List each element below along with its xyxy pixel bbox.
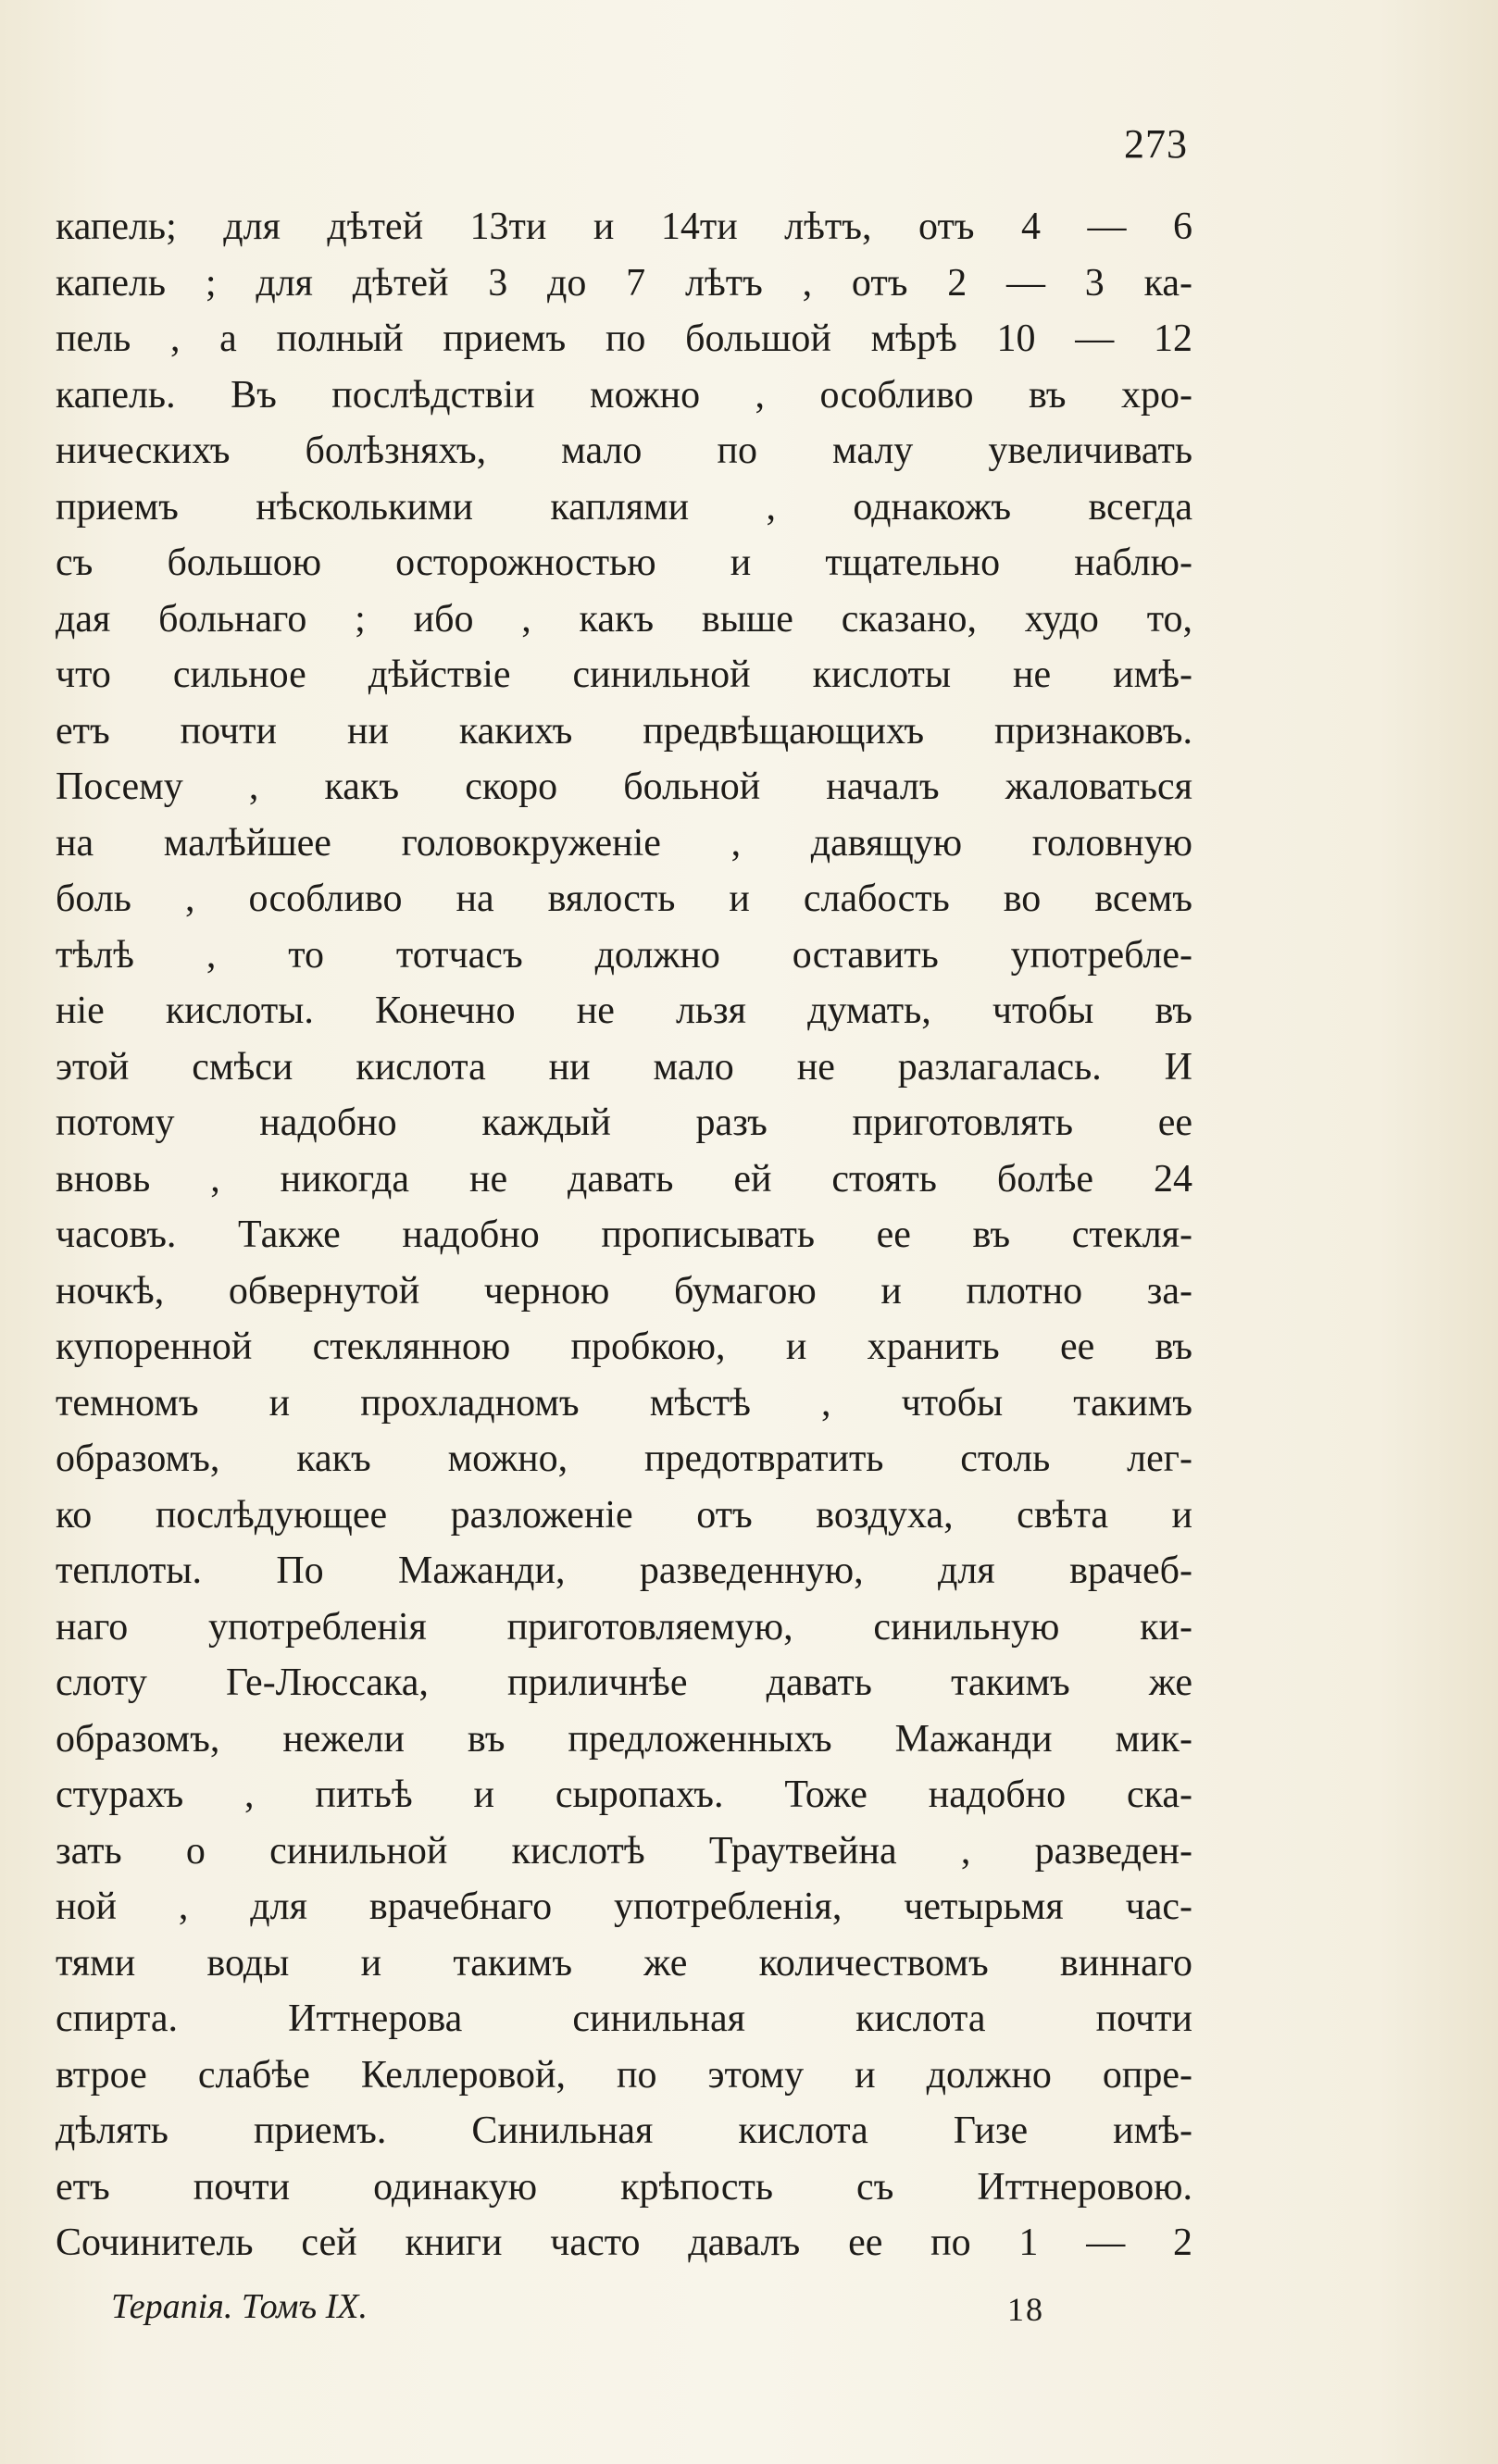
text-line: ночкѣ, обвернутой черною бумагою и плотно за-	[56, 1269, 1192, 1313]
text-line: что сильное дѣйствіе синильной кислоты не имѣ-	[56, 653, 1192, 696]
text-line: Посему , какъ скоро больной началъ жаловаться	[56, 765, 1192, 808]
sheet-number: 18	[1007, 2291, 1044, 2328]
text-line: капель; для дѣтей 13ти и 14ти лѣтъ, отъ 4 — 6	[56, 205, 1192, 248]
text-line: съ большою осторожностью и тщательно наблю-	[56, 541, 1192, 584]
text-line: боль , особливо на вялость и слабость во всемъ	[56, 877, 1192, 920]
text-line: ной , для врачебнаго употребленія, четырьмя час-	[56, 1885, 1192, 1928]
text-line: образомъ, какъ можно, предотвратить столь лег-	[56, 1437, 1192, 1480]
page-number: 273	[1124, 121, 1188, 167]
signature-mark: Терапія. Томъ IX.	[111, 2287, 368, 2326]
text-line: Сочинитель сей книги часто давалъ ее по 1 — 2	[56, 2221, 1192, 2264]
text-line: этой смѣси кислота ни мало не разлагалась. И	[56, 1045, 1192, 1089]
text-line: приемъ нѣсколькими каплями , однакожъ всегда	[56, 485, 1192, 529]
text-line: на малѣйшее головокруженіе , давящую головную	[56, 821, 1192, 865]
text-line: спирта. Иттнерова синильная кислота почти	[56, 1997, 1192, 2040]
text-line: дѣлять приемъ. Синильная кислота Гизе имѣ-	[56, 2109, 1192, 2152]
text-line: купоренной стеклянною пробкою, и хранить ее въ	[56, 1325, 1192, 1368]
text-line: пель , а полный приемъ по большой мѣрѣ 10 — 12	[56, 317, 1192, 360]
text-line: тями воды и такимъ же количествомъ виннаго	[56, 1941, 1192, 1985]
text-line: часовъ. Также надобно прописывать ее въ стекля-	[56, 1213, 1192, 1256]
text-line: капель ; для дѣтей 3 до 7 лѣтъ , отъ 2 — 3 ка-	[56, 261, 1192, 305]
text-line: ническихъ болѣзняхъ, мало по малу увеличивать	[56, 429, 1192, 472]
text-line: зать о синильной кислотѣ Траутвейна , разведен-	[56, 1829, 1192, 1873]
text-line: образомъ, нежели въ предложенныхъ Мажанди мик-	[56, 1717, 1192, 1761]
text-line: етъ почти одинакую крѣпость съ Иттнеровою.	[56, 2165, 1192, 2209]
text-line: дая больнаго ; ибо , какъ выше сказано, худо то,	[56, 597, 1192, 641]
text-line: вновь , никогда не давать ей стоять болѣе 24	[56, 1157, 1192, 1201]
text-line: слоту Ге-Люссака, приличнѣе давать такимъ же	[56, 1661, 1192, 1704]
text-line: втрое слабѣе Келлеровой, по этому и должно опре-	[56, 2053, 1192, 2097]
text-line: тѣлѣ , то тотчасъ должно оставить употребле-	[56, 933, 1192, 977]
text-line: наго употребленія приготовляемую, синильную ки-	[56, 1605, 1192, 1649]
text-line: стурахъ , питьѣ и сыропахъ. Тоже надобно ска-	[56, 1773, 1192, 1816]
text-line: капель. Въ послѣдствіи можно , особливо въ хро-	[56, 373, 1192, 417]
text-line: ко послѣдующее разложеніе отъ воздуха, свѣта и	[56, 1493, 1192, 1537]
text-line: теплоты. По Мажанди, разведенную, для врачеб-	[56, 1549, 1192, 1592]
text-line: потому надобно каждый разъ приготовлять ее	[56, 1101, 1192, 1144]
body-text	[56, 199, 1192, 2271]
text-line: темномъ и прохладномъ мѣстѣ , чтобы такимъ	[56, 1381, 1192, 1425]
text-line: етъ почти ни какихъ предвѣщающихъ признаковъ.	[56, 709, 1192, 753]
text-line: ніе кислоты. Конечно не льзя думать, чтобы въ	[56, 989, 1192, 1032]
